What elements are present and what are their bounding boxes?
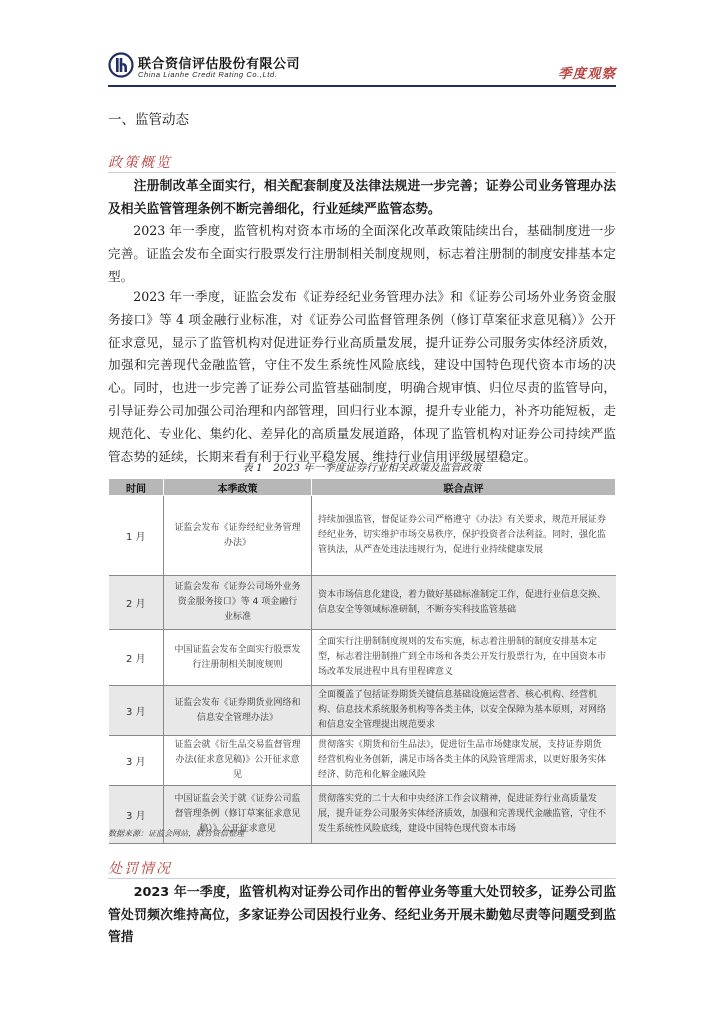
cell-comment: 贯彻落实《期货和衍生品法》，促进衍生品市场健康发展，支持证券期货经营机构业务创新，满足市场各类主体的风险管理需求，以更好服务实体经济、防范和化解金融风险 — [312, 736, 616, 786]
penalty-divider — [108, 878, 616, 879]
cell-time: 3 月 — [109, 686, 164, 736]
company-name-en: China Lianhe Credit Rating Co.,Ltd. — [138, 70, 278, 79]
column-header-policy: 本季政策 — [164, 479, 312, 496]
penalty-title: 处罚情况 — [108, 861, 172, 877]
cell-comment: 全面覆盖了包括证券期货关键信息基础设施运营者、核心机构、经营机构、信息技术系统服务机构等各类主体，以安全保障为基本原则，对网络和信息安全管理提出规范要求 — [312, 686, 616, 736]
header-divider — [108, 85, 616, 87]
section-label: 季度观察 — [558, 66, 616, 82]
cell-policy: 证监会发布《证券经纪业务管理办法》 — [164, 496, 312, 576]
cell-policy: 证监会就《衍生品交易监督管理办法(征求意见稿)》公开征求意见 — [164, 736, 312, 786]
cell-time: 3 月 — [109, 786, 164, 844]
policy-overview-paragraph-1: 2023 年一季度，监管机构对资本市场的全面深化改革政策陆续出台，基础制度进一步完善。证监会发布全面实行股票发行注册制相关制度规则，标志着注册制的制度安排基本定型。 — [108, 223, 616, 284]
table-row — [109, 686, 616, 736]
company-logo-icon — [108, 52, 134, 78]
policy-overview-title: 政策概览 — [108, 155, 172, 171]
table-row — [109, 736, 616, 786]
page-header — [108, 48, 616, 88]
cell-policy: 中国证监会关于就《证券公司监督管理条例（修订草案征求意见稿）》公开征求意见 — [164, 786, 312, 844]
column-header-comment: 联合点评 — [312, 479, 616, 496]
cell-comment: 持续加强监管，督促证券公司严格遵守《办法》有关要求，规范开展证券经纪业务，切实维护市场交易秩序，保护投资者合法利益。同时，强化监管执法，从严查处违法违规行为，促进行业持续健康发展 — [312, 496, 616, 576]
table-row — [109, 496, 616, 576]
table-row — [109, 576, 616, 630]
cell-policy: 中国证监会发布全面实行股票发行注册制相关制度规则 — [164, 630, 312, 686]
cell-time: 2 月 — [109, 630, 164, 686]
cell-comment: 贯彻落实党的二十大和中央经济工作会议精神，促进证券行业高质量发展，提升证券公司服务实体经济质效，加强和完善现代金融监管，守住不发生系统性风险底线，建设中国特色现代资本市场 — [312, 786, 616, 844]
cell-time: 1 月 — [109, 496, 164, 576]
table-header-row — [109, 479, 616, 496]
cell-comment: 资本市场信息化建设，着力做好基础标准制定工作，促进行业信息交换、信息安全等领域标准研制，不断夯实科技监管基础 — [312, 576, 616, 630]
penalty-lead: 2023 年一季度，监管机构对证券公司作出的暂停业务等重大处罚较多，证券公司监管处罚频次维持高位，多家证券公司因投行业务、经纪业务开展未勤勉尽责等问题受到监管措 — [108, 885, 616, 946]
policy-overview-lead: 注册制改革全面实行，相关配套制度及法律法规进一步完善；证券公司业务管理办法及相关监管管理条例不断完善细化，行业延续严监管态势。 — [108, 179, 616, 217]
policy-table — [108, 478, 616, 844]
column-header-time: 时间 — [109, 479, 164, 496]
table-row — [109, 630, 616, 686]
cell-time: 2 月 — [109, 576, 164, 630]
cell-time: 3 月 — [109, 736, 164, 786]
table-caption: 表 1 2023 年一季度证券行业相关政策及监管政策 — [242, 462, 482, 474]
policy-overview-paragraph-2: 2023 年一季度，证监会发布《证券经纪业务管理办法》和《证券公司场外业务资金服务接口》等 4 项金融行业标准，对《证券公司监督管理条例（修订草案征求意见稿）》公开征求意见，显示了监管机构对促进证券行业高质量发展，提升证券公司服务实体经济质效，加强和完善现代金融监管，守住不发生系统性风险底线，建设中国特色现代资本市场的决心。同时，也进一步完善了证券公司监管基础制度，明确合规审慎、归位尽责的监管导向，引导证券公司加强公司治理和内部管理，回归行业本源，提升专业能力，补齐功能短板，走规范化、专业化、集约化、差异化的高质量发展道路，体现了监管机构对证券公司持续严监管态势的延续，长期来看有利于行业平稳发展、维持行业信用评级展望稳定。 — [108, 289, 616, 464]
table-source-note: 数据来源：证监会网站，联合资信整理 — [108, 829, 244, 838]
cell-comment: 全面实行注册制制度规则的发布实施，标志着注册制的制度安排基本定型，标志着注册制推广到全市场和各类公开发行股票行为，在中国资本市场改革发展进程中具有里程碑意义 — [312, 630, 616, 686]
cell-policy: 证监会发布《证券公司场外业务资金服务接口》等 4 项金融行业标准 — [164, 576, 312, 630]
policy-overview-divider — [108, 172, 616, 173]
cell-policy: 证监会发布《证券期货业网络和信息安全管理办法》 — [164, 686, 312, 736]
company-name-cn: 联合资信评估股份有限公司 — [138, 57, 301, 72]
section-title: 一、监管动态 — [108, 112, 189, 128]
